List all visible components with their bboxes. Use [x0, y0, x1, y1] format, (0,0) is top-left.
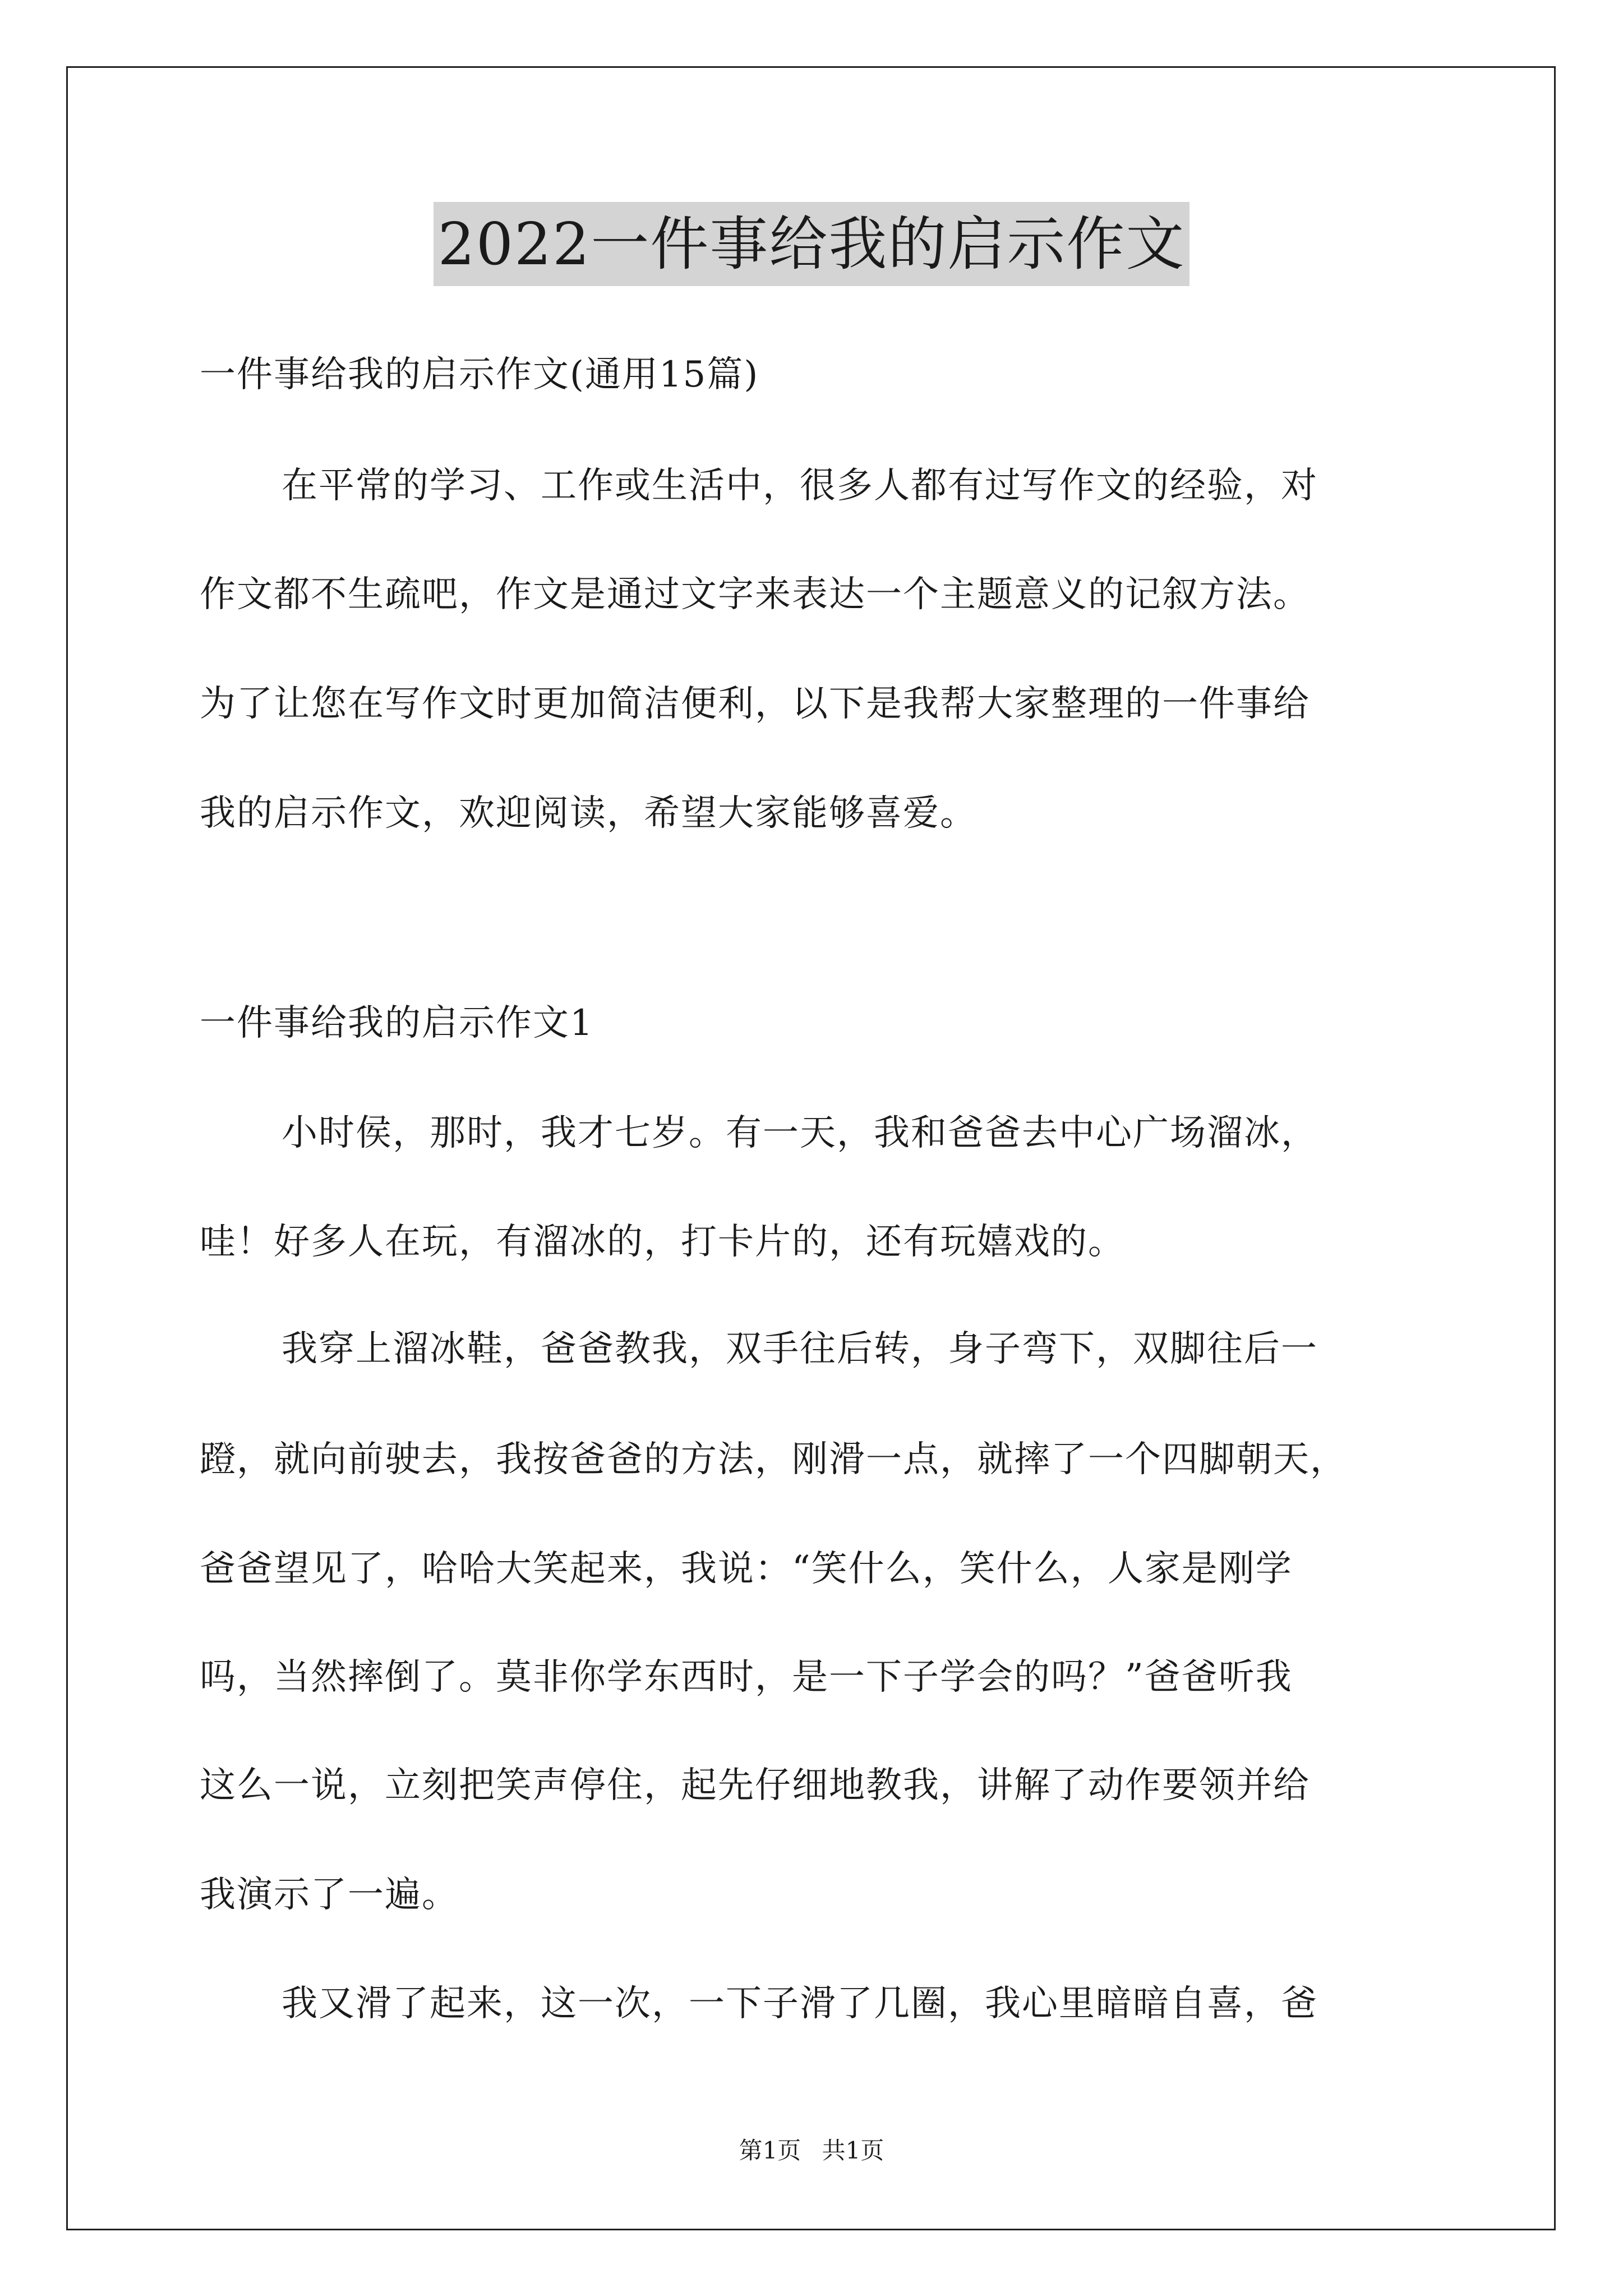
page-footer: [0, 2135, 1623, 2166]
page-number: 第1页: [739, 2137, 801, 2164]
document-title: 2022一件事给我的启示作文: [434, 202, 1190, 286]
para2-line-3: 爸爸望见了，哈哈大笑起来，我说：“笑什么，笑什么，人家是刚学: [200, 1548, 1293, 1590]
page-total: 共1页: [822, 2137, 884, 2164]
section-heading: 一件事给我的启示作文1: [200, 1002, 594, 1044]
para1-line-2: 哇！好多人在玩，有溜冰的，打卡片的，还有玩嬉戏的。: [200, 1221, 1125, 1263]
intro-line-4: 我的启示作文，欢迎阅读，希望大家能够喜爱。: [200, 793, 977, 834]
document-subtitle: 一件事给我的启示作文(通用15篇): [200, 354, 759, 395]
intro-line-3: 为了让您在写作文时更加简洁便利，以下是我帮大家整理的一件事给: [200, 683, 1310, 725]
para2-line-5: 这么一说，立刻把笑声停住，起先仔细地教我，讲解了动作要领并给: [200, 1765, 1310, 1806]
para3-line-1: 我又滑了起来，这一次，一下子滑了几圈，我心里暗暗自喜，爸: [282, 1983, 1318, 2024]
para2-line-6: 我演示了一遍。: [200, 1874, 459, 1916]
para2-line-1: 我穿上溜冰鞋，爸爸教我，双手往后转，身子弯下，双脚往后一: [282, 1328, 1318, 1370]
intro-line-2: 作文都不生疏吧，作文是通过文字来表达一个主题意义的记叙方法。: [200, 574, 1310, 615]
para2-line-2: 蹬，就向前驶去，我按爸爸的方法，刚滑一点，就摔了一个四脚朝天，: [200, 1439, 1347, 1480]
para2-line-4: 吗，当然摔倒了。莫非你学东西时，是一下子学会的吗？”爸爸听我: [200, 1657, 1293, 1698]
intro-line-1: 在平常的学习、工作或生活中，很多人都有过写作文的经验，对: [282, 465, 1318, 507]
para1-line-1: 小时侯，那时，我才七岁。有一天，我和爸爸去中心广场溜冰，: [282, 1112, 1318, 1154]
title-container: [0, 202, 1623, 286]
